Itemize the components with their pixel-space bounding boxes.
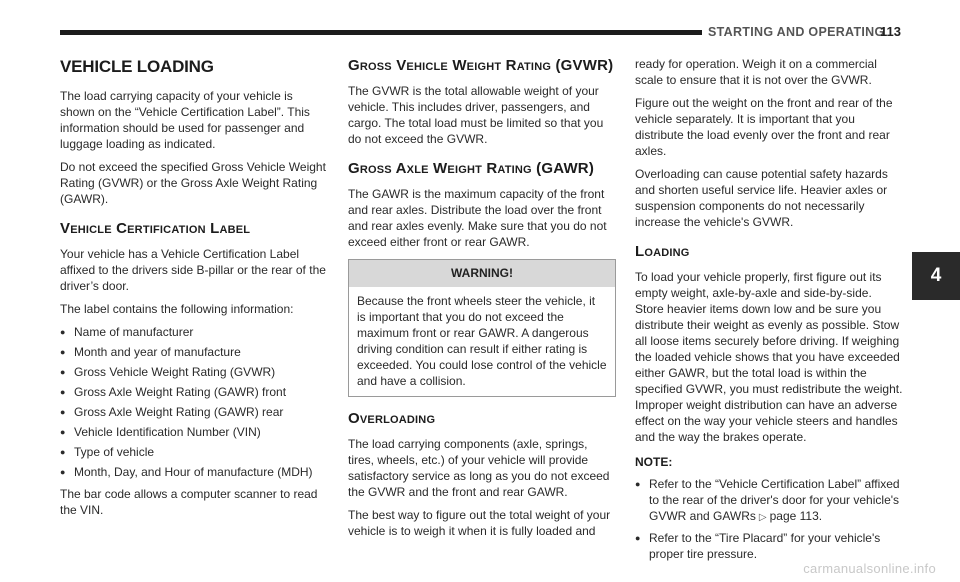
paragraph: Do not exceed the specified Gross Vehicle Weight Rating (GVWR) or the Gross Axle Weight Rating (GAWR).	[60, 160, 326, 206]
warning-text: Because the front wheels steer the vehicle, it is important that you do not exceed the maximum front or rear GAWR. A dangerous driving condition can result if either rating is exceeded. You could lose control of the vehicle and have a collision.	[357, 294, 607, 388]
list-item: ● Gross Vehicle Weight Rating (GVWR)	[60, 364, 326, 380]
note-list	[635, 476, 903, 562]
list-item: ● Vehicle Identification Number (VIN)	[60, 424, 326, 440]
chapter-tab: 4	[912, 252, 960, 300]
paragraph: Overloading can cause potential safety hazards and shorten useful service life. Heavier axles or suspension components do not necessarily increase the vehicle's GVWR.	[635, 167, 888, 229]
list-item: ● Refer to the “Tire Placard” for your vehicle's proper tire pressure.	[635, 530, 903, 562]
paragraph: ready for operation. Weigh it on a commercial scale to ensure that it is not over the GVWR.	[635, 57, 877, 87]
column-right	[635, 56, 903, 568]
list-item: ● Gross Axle Weight Rating (GAWR) front	[60, 384, 326, 400]
paragraph: To load your vehicle properly, first figure out its empty weight, axle-by-axle and side-by-side. Store heavier items down low and be sure you distribute their weight as evenly as possible. Stow all loose items securely before driving. If weighing the loaded vehicle shows that you have exceeded either GAWR, but the total load is within the specified GVWR, you must redistribute the weight. Improper weight distribution can have an adverse effect on the way your vehicle steers and handles and the way the brakes operate.	[635, 270, 903, 444]
paragraph: The GVWR is the total allowable weight of your vehicle. This includes driver, passengers, and cargo. The total load must be limited so that you do not exceed the GVWR.	[348, 84, 604, 146]
header-rule	[60, 30, 702, 35]
subhead-vehicle-certification-label: Vehicle Certification Label	[60, 220, 251, 237]
paragraph: The GAWR is the maximum capacity of the front and rear axles. Distribute the load over the front and rear axles evenly. Make sure that you do not exceed either front or rear GAWR.	[348, 187, 607, 249]
list-item: ● Name of manufacturer	[60, 324, 326, 340]
list-item: ● Type of vehicle	[60, 444, 326, 460]
list-item: ● Month and year of manufacture	[60, 344, 326, 360]
subhead-overloading: Overloading	[348, 410, 436, 427]
warning-title: WARNING!	[349, 260, 615, 287]
list-item	[635, 476, 903, 526]
label-info-list	[60, 324, 326, 480]
note-text: Refer to the “Vehicle Certification Label” affixed to the rear of the driver's door for your vehicle's GVWR and GAWRs	[649, 477, 900, 523]
page-number: 113	[880, 24, 901, 39]
paragraph: The label contains the following information:	[60, 302, 294, 316]
paragraph: The best way to figure out the total weight of your vehicle is to weigh it when it is fully loaded and	[348, 508, 611, 538]
warning-box	[348, 259, 616, 397]
paragraph: The load carrying capacity of your vehicle is shown on the “Vehicle Certification Label”. This information should be used for passenger and luggage loading as indicated.	[60, 89, 310, 151]
note-label: NOTE:	[635, 455, 673, 469]
running-head: STARTING AND OPERATING	[708, 25, 885, 39]
paragraph: The bar code allows a computer scanner to read the VIN.	[60, 487, 318, 517]
paragraph: The load carrying components (axle, springs, tires, wheels, etc.) of your vehicle will provide satisfactory service as long as you do not exceed the GVWR and the front and rear GAWR.	[348, 437, 610, 499]
subhead-loading: Loading	[635, 243, 690, 260]
paragraph: Figure out the weight on the front and rear of the vehicle separately. It is important that you distribute the load evenly over the front and rear axles.	[635, 96, 893, 158]
section-title: VEHICLE LOADING	[60, 57, 214, 76]
list-item: ● Gross Axle Weight Rating (GAWR) rear	[60, 404, 326, 420]
column-left	[60, 56, 326, 525]
paragraph: Your vehicle has a Vehicle Certification Label affixed to the drivers side B-pillar or the rear of the driver’s door.	[60, 247, 326, 293]
list-item: ● Month, Day, and Hour of manufacture (MDH)	[60, 464, 326, 480]
subhead-gawr: Gross Axle Weight Rating (GAWR)	[348, 160, 595, 177]
watermark: carmanualsonline.info	[803, 561, 936, 576]
page-reference-link[interactable]: page 113.	[769, 509, 823, 523]
page-ref-arrow-icon: ▷	[758, 512, 767, 523]
subhead-gvwr: Gross Vehicle Weight Rating (GVWR)	[348, 57, 614, 74]
column-middle	[348, 56, 616, 546]
